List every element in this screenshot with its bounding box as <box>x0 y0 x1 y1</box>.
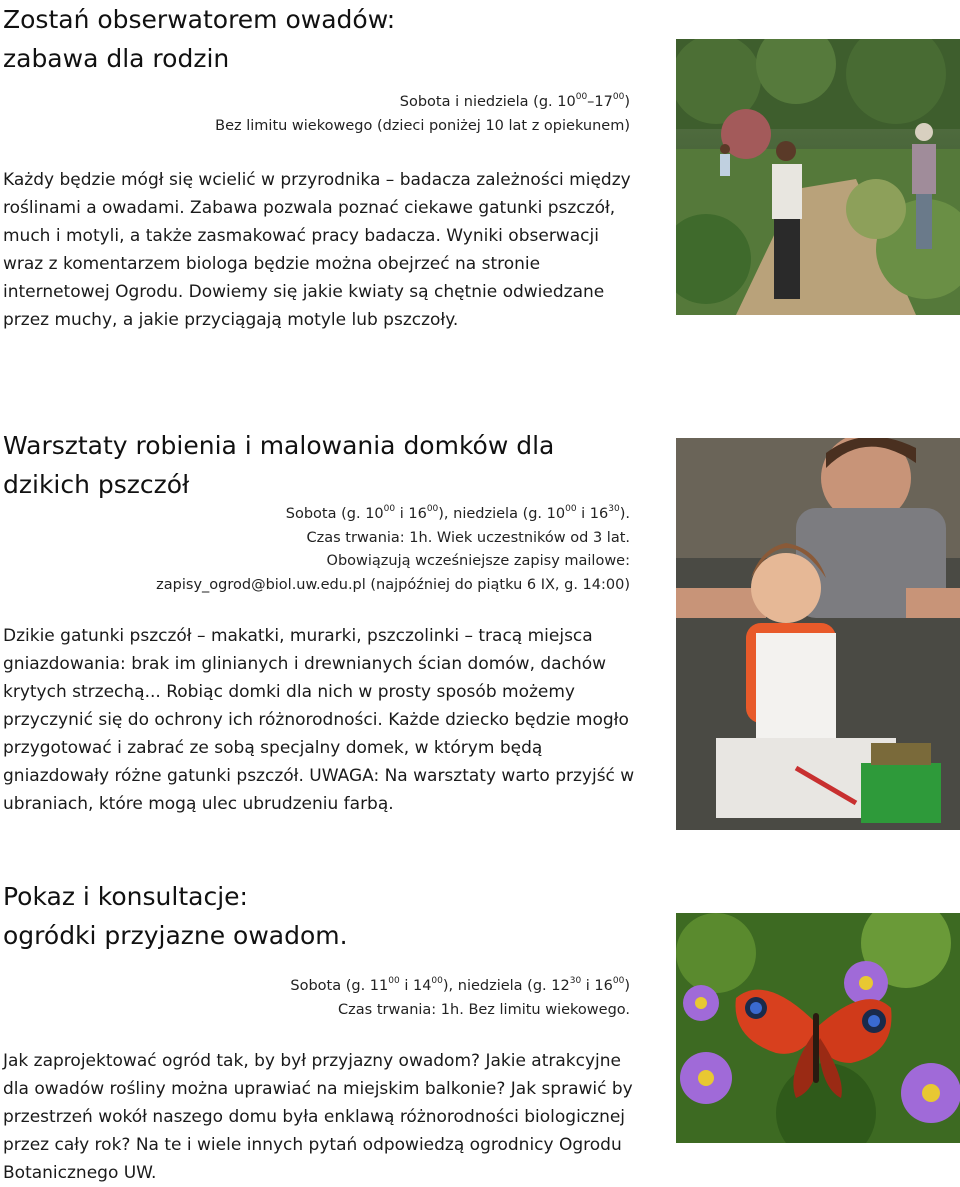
section-1-title-line-1: Zostań obserwatorem owadów: <box>3 5 396 34</box>
section-1-schedule: Sobota i niedziela (g. $10^{00}-17^{00}$) <box>399 92 630 110</box>
section-3-title-line-2: ogródki przyjazne owadom. <box>3 921 348 950</box>
garden-path-visitors-photo <box>676 39 960 315</box>
section-2-registration: Obowiązują wcześniejsze zapisy mailowe: <box>326 553 630 569</box>
section-1-description: Każdy będzie mógł się wcielić w przyrodnika – badacza zależności między roślinami a owadami. Zabawa pozwala poznać ciekawe gatunki pszczół, much i motyli, a także zasmakować pracy badacza. Wyniki obserwacji wraz z komentarzem biologa będzie można obejrzeć na stronie internetowej Ogrodu. Dowiemy się jakie kwiaty są chętnie odwiedzane przez muchy, a jakie przyciągają motyle lub pszczoły. <box>3 170 631 330</box>
section-1-age-info: Bez limitu wiekowego (dzieci poniżej 10 lat z opiekunem) <box>215 117 630 134</box>
section-2-duration: Czas trwania: 1h. Wiek uczestników od 3 lat. <box>306 529 630 546</box>
child-painting-bee-house-photo <box>676 438 960 830</box>
section-3-title-line-1: Pokaz i konsultacje: <box>3 882 248 911</box>
section-2-meta <box>156 503 630 597</box>
section-1-title-line-2: zabawa dla rodzin <box>3 44 230 73</box>
section-2-title-line-1: Warsztaty robienia i malowania domków dla <box>3 431 555 460</box>
section-3-schedule: Sobota (g. $11^{00}$ i $14^{00}$), niedziela (g. $12^{30}$ i $16^{00}$) <box>290 976 630 994</box>
section-3-duration: Czas trwania: 1h. Bez limitu wiekowego. <box>338 1001 630 1018</box>
section-2-email: zapisy_ogrod@biol.uw.edu.pl (najpóźniej do piątku 6 IX, g. 14:00) <box>156 576 630 593</box>
section-2-title <box>3 426 554 504</box>
section-3-title <box>3 877 348 955</box>
section-2-title-line-2: dzikich pszczół <box>3 470 190 499</box>
peacock-butterfly-on-aster-photo <box>676 913 960 1143</box>
section-3-description: Jak zaprojektować ogród tak, by był przyjazny owadom? Jakie atrakcyjne dla owadów rośliny można uprawiać na miejskim balkonie? Jak sprawić by przestrzeń wokół naszego domu była enklawą różnorodności biologicznej przez cały rok? Na te i wiele innych pytań odpowiedzą ogrodnicy Ogrodu Botanicznego UW. <box>3 1051 633 1183</box>
section-3-meta <box>290 975 630 1022</box>
section-1-meta <box>215 91 630 138</box>
section-2-description: Dzikie gatunki pszczół – makatki, murarki, pszczolinki – tracą miejsca gniazdowania: brak im glinianych i drewnianych ścian domów, dachów krytych strzechą... Robiąc domki dla nich w prosty sposób możemy przyczynić się do ochrony ich różnorodności. Każde dziecko będzie mogło przygotować i zabrać ze sobą specjalny domek, w którym będą gniazdowały różne gatunki pszczół. UWAGA: Na warsztaty warto przyjść w ubraniach, które mogą ulec ubrudzeniu farbą. <box>3 626 635 814</box>
section-2-schedule: Sobota (g. $10^{00}$ i $16^{00}$), niedziela (g. $10^{00}$ i $16^{30}$). <box>285 504 630 522</box>
section-1-title <box>3 0 395 78</box>
